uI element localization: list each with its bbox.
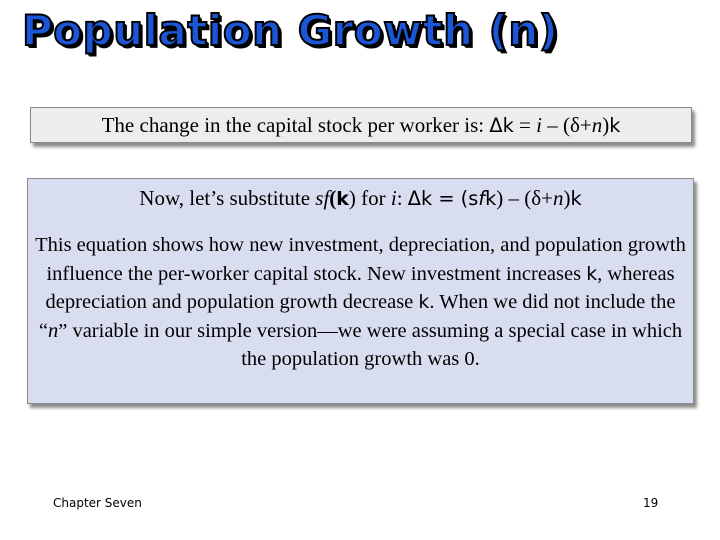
equation-text: The change in the capital stock per worker is: Δk = i – (δ+n)k bbox=[101, 112, 621, 137]
substitution-line: Now, let’s substitute sf(k) for i: Δk = (sfk) – (δ+n)k bbox=[139, 186, 582, 210]
explanation-paragraph: This equation shows how new investment, depreciation, and population growth influence the per-worker capital stock. New investment increases k, whereas depreciation and population growth decrease k. When we did not include the “n” variable in our simple version—we were assuming a special case in which the population growth was 0. bbox=[35, 234, 686, 370]
explanation-box bbox=[27, 178, 694, 404]
footer-chapter: Chapter Seven bbox=[53, 496, 142, 510]
equation-box bbox=[30, 107, 692, 143]
slide-title: Population Growth (n) bbox=[22, 6, 559, 55]
page-number: 19 bbox=[643, 496, 659, 510]
